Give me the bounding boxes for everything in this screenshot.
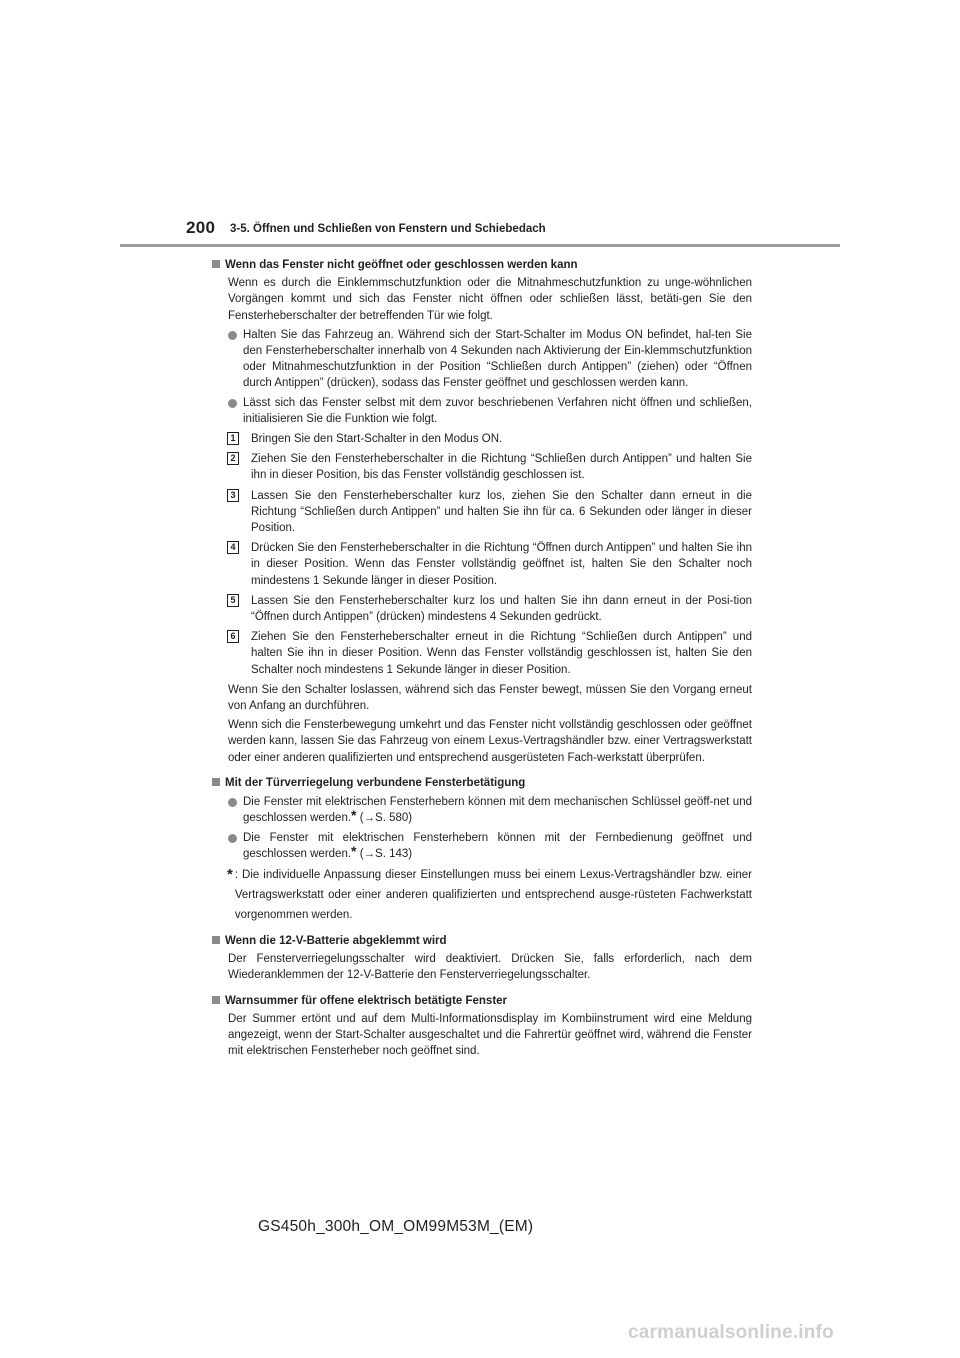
- circle-bullet-icon: [228, 798, 237, 807]
- circle-bullet-icon: [228, 331, 237, 340]
- circle-bullet-icon: [228, 834, 237, 843]
- paragraph: Wenn sich die Fensterbewegung umkehrt und das Fenster nicht vollständig geschlossen oder geöffnet werden kann, lassen Sie das Fahrzeug von einem Lexus-Vertragshändler bzw. einer Vertragswerkstatt oder einer anderen qualifizierten und entsprechend ausgerüsteten Fach-werkstatt überprüfen.: [228, 719, 752, 764]
- section-heading-text: Wenn das Fenster nicht geöffnet oder geschlossen werden kann: [225, 259, 578, 271]
- paragraph: Der Summer ertönt und auf dem Multi-Informationsdisplay im Kombiinstrument wird eine Meldung angezeigt, wenn der Start-Schalter ausgeschaltet und die Fahrertür geöffnet wird, während die Fenster mit elektrischen Fensterheber noch geöffnet sind.: [228, 1012, 752, 1058]
- list-item: [228, 395, 752, 427]
- page-content: [212, 257, 752, 1062]
- header-divider: [120, 244, 840, 247]
- footnote-text: : Die individuelle Anpassung dieser Einstellungen muss bei einem Lexus-Vertragshändler bzw. einer Vertragswerkstatt oder einer anderen qualifizierten und entsprechend ausge-rüsteten Fachwerkstatt vorgenommen werden.: [234, 868, 752, 921]
- page-reference: (→S. 143): [356, 847, 413, 860]
- step-text: Ziehen Sie den Fensterheberschalter in die Richtung “Schließen durch Antippen” und halten Sie ihn in dieser Position, bis das Fenster vollständig geschlossen ist.: [251, 453, 752, 482]
- section-title: 3-5. Öffnen und Schließen von Fenstern und Schiebedach: [230, 223, 546, 235]
- paragraph: Wenn Sie den Schalter loslassen, während sich das Fenster bewegt, müssen Sie den Vorgang erneut von Anfang an durchführen.: [228, 683, 752, 713]
- list-item: [228, 794, 752, 826]
- step-text: Ziehen Sie den Fensterheberschalter erneut in die Richtung “Schließen durch Antippen” und halten Sie ihn in dieser Position. Wenn das Fenster vollständig geschlossen ist, halten Sie den Schalter noch mindestens 1 Sekunde länger in dieser Position.: [251, 631, 752, 676]
- square-bullet-icon: [212, 778, 220, 786]
- document-code: GS450h_300h_OM_OM99M53M_(EM): [258, 1218, 534, 1235]
- list-item: [228, 830, 752, 862]
- section-heading: [212, 993, 752, 1009]
- paragraph: Der Fensterverriegelungsschalter wird deaktiviert. Drücken Sie, falls erforderlich, nach dem Wiederanklemmen der 12-V-Batterie den Fensterverriegelungsschalter.: [228, 953, 752, 982]
- step-number: 5: [227, 594, 239, 607]
- step-item: [227, 540, 752, 589]
- footnote: [227, 865, 752, 925]
- asterisk-mark: *: [227, 865, 233, 883]
- step-number: 6: [227, 630, 239, 643]
- step-item: [227, 451, 752, 483]
- step-text: Lassen Sie den Fensterheberschalter kurz los und halten Sie ihn dann erneut in der Posi-tion “Öffnen durch Antippen” (drücken) mindestens 4 Sekunden gedrückt.: [251, 594, 752, 624]
- list-item-text: Lässt sich das Fenster selbst mit dem zuvor beschriebenen Verfahren nicht öffnen und schließen, initialisieren Sie die Funktion wie folgt.: [243, 396, 752, 425]
- asterisk-mark: *: [351, 842, 357, 859]
- paragraph: Wenn es durch die Einklemmschutzfunktion oder die Mitnahmeschutzfunktion zu unge-wöhnlichen Vorgängen kommt und sich das Fenster nicht öffnen oder schließen lässt, betäti-gen Sie den Fensterheberschalter der betreffenden Tür wie folgt.: [228, 277, 752, 322]
- section-heading: [212, 775, 752, 791]
- step-item: [227, 593, 752, 625]
- step-text: Lassen Sie den Fensterheberschalter kurz los, ziehen Sie den Schalter dann erneut in die Richtung “Schließen durch Antippen” und halten Sie ihn für ca. 6 Sekunden oder länger in dieser Position.: [251, 489, 752, 535]
- list-item-body: Die Fenster mit elektrischen Fensterhebern können mit dem mechanischen Schlüssel geöff-net und geschlossen werden.: [243, 796, 752, 825]
- section-heading: [212, 257, 752, 273]
- step-text: Drücken Sie den Fensterheberschalter in die Richtung “Öffnen durch Antippen” und halten Sie ihn in dieser Position. Wenn das Fenster vollständig geöffnet ist, halten Sie den Schalter noch mindestens 1 Sekunde länger in dieser Position.: [251, 542, 752, 587]
- square-bullet-icon: [212, 936, 220, 944]
- step-item: [227, 629, 752, 678]
- list-item-text: Halten Sie das Fahrzeug an. Während sich der Start-Schalter im Modus ON befindet, hal-ten Sie den Fensterheberschalter innerhalb von 4 Sekunden nach Aktivierung der Ein-klemmschutzfunktion oder Mitnahmeschutzfunktion in der Position “Schließen durch Antippen” (ziehen) oder “Öffnen durch Antippen” (drücken), sodass das Fenster geöffnet und geschlossen werden kann.: [243, 328, 752, 390]
- circle-bullet-icon: [228, 399, 237, 408]
- list-item-body: Die Fenster mit elektrischen Fensterhebern können mit der Fernbedienung geöffnet und geschlossen werden.: [243, 831, 752, 860]
- step-item: [227, 488, 752, 537]
- square-bullet-icon: [212, 260, 220, 268]
- step-number: 2: [227, 452, 239, 465]
- section-heading-text: Mit der Türverriegelung verbundene Fensterbetätigung: [225, 776, 526, 789]
- step-number: 4: [227, 541, 239, 554]
- step-number: 3: [227, 489, 239, 502]
- page-reference: (→S. 580): [356, 812, 413, 825]
- section-heading: [212, 933, 752, 949]
- step-text: Bringen Sie den Start-Schalter in den Modus ON.: [251, 433, 503, 446]
- page-number: 200: [186, 218, 216, 237]
- watermark: carmanualsonline.info: [628, 1322, 834, 1343]
- list-item-text: [243, 794, 752, 826]
- section-heading-text: Wenn die 12-V-Batterie abgeklemmt wird: [225, 934, 447, 947]
- list-item-text: [243, 830, 752, 862]
- asterisk-mark: *: [351, 807, 357, 824]
- square-bullet-icon: [212, 996, 220, 1004]
- list-item: [228, 327, 752, 392]
- step-number: 1: [227, 432, 239, 445]
- section-heading-text: Warnsummer für offene elektrisch betätigte Fenster: [225, 994, 508, 1007]
- step-item: [227, 431, 752, 447]
